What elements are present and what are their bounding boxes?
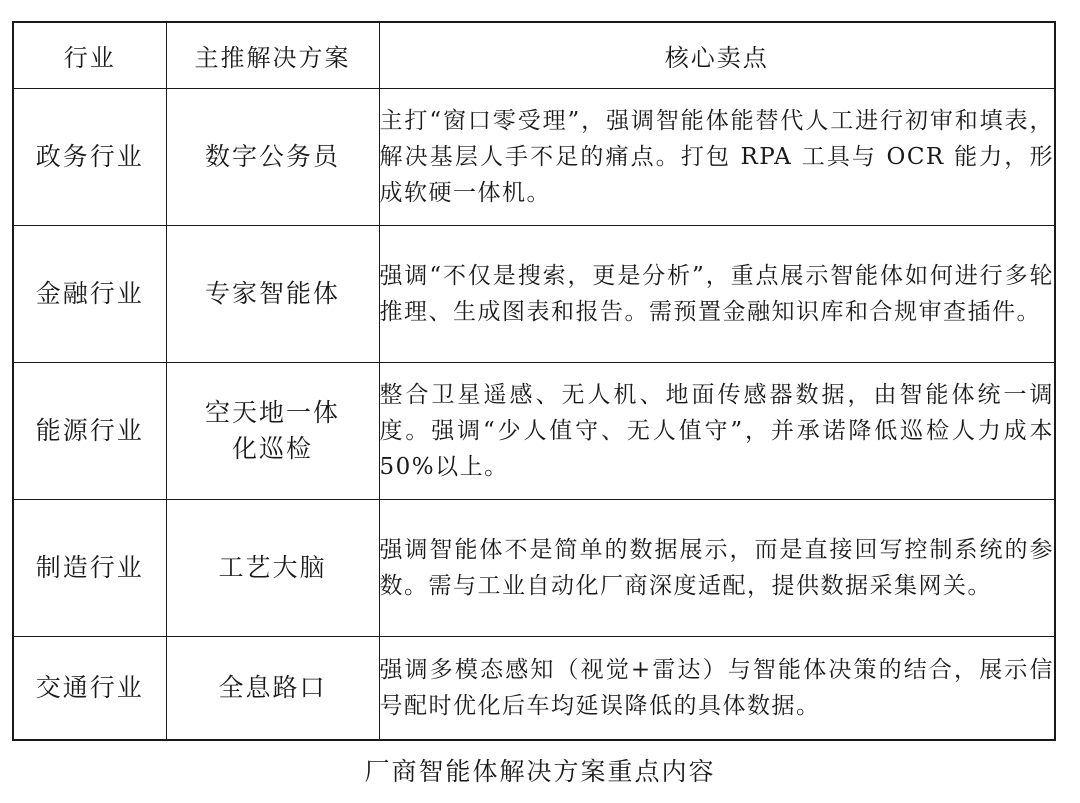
solution-cell: 数字公务员 [166,88,379,225]
header-selling-points: 核心卖点 [379,22,1055,88]
industry-cell: 金融行业 [13,225,166,362]
header-industry: 行业 [13,22,166,88]
industry-cell: 能源行业 [13,362,166,499]
table-row [13,499,1055,636]
solution-cell: 专家智能体 [166,225,379,362]
table-row [13,636,1055,740]
table-row [13,88,1055,225]
table-row [13,225,1055,362]
selling-points-cell: 强调多模态感知（视觉+雷达）与智能体决策的结合，展示信号配时优化后车均延误降低的具体数据。 [379,636,1055,740]
solution-cell [166,362,379,499]
selling-points-cell: 强调智能体不是简单的数据展示，而是直接回写控制系统的参数。需与工业自动化厂商深度适配，提供数据采集网关。 [379,499,1055,636]
industry-cell: 政务行业 [13,88,166,225]
industry-cell: 交通行业 [13,636,166,740]
solutions-table [12,21,1056,741]
solution-cell: 全息路口 [166,636,379,740]
solution-cell: 工艺大脑 [166,499,379,636]
header-row [13,22,1055,88]
selling-points-cell: 强调“不仅是搜索，更是分析”，重点展示智能体如何进行多轮推理、生成图表和报告。需预置金融知识库和合规审查插件。 [379,225,1055,362]
solution-text: 空天地一体化巡检 [204,397,340,463]
selling-points-cell: 主打“窗口零受理”，强调智能体能替代人工进行初审和填表，解决基层人手不足的痛点。打包 RPA 工具与 OCR 能力，形成软硬一体机。 [379,88,1055,225]
table-row [13,362,1055,499]
table-caption: 厂商智能体解决方案重点内容 [364,757,716,786]
industry-cell: 制造行业 [13,499,166,636]
selling-points-cell: 整合卫星遥感、无人机、地面传感器数据，由智能体统一调度。强调“少人值守、无人值守”，并承诺降低巡检人力成本 50%以上。 [379,362,1055,499]
header-solution: 主推解决方案 [166,22,379,88]
